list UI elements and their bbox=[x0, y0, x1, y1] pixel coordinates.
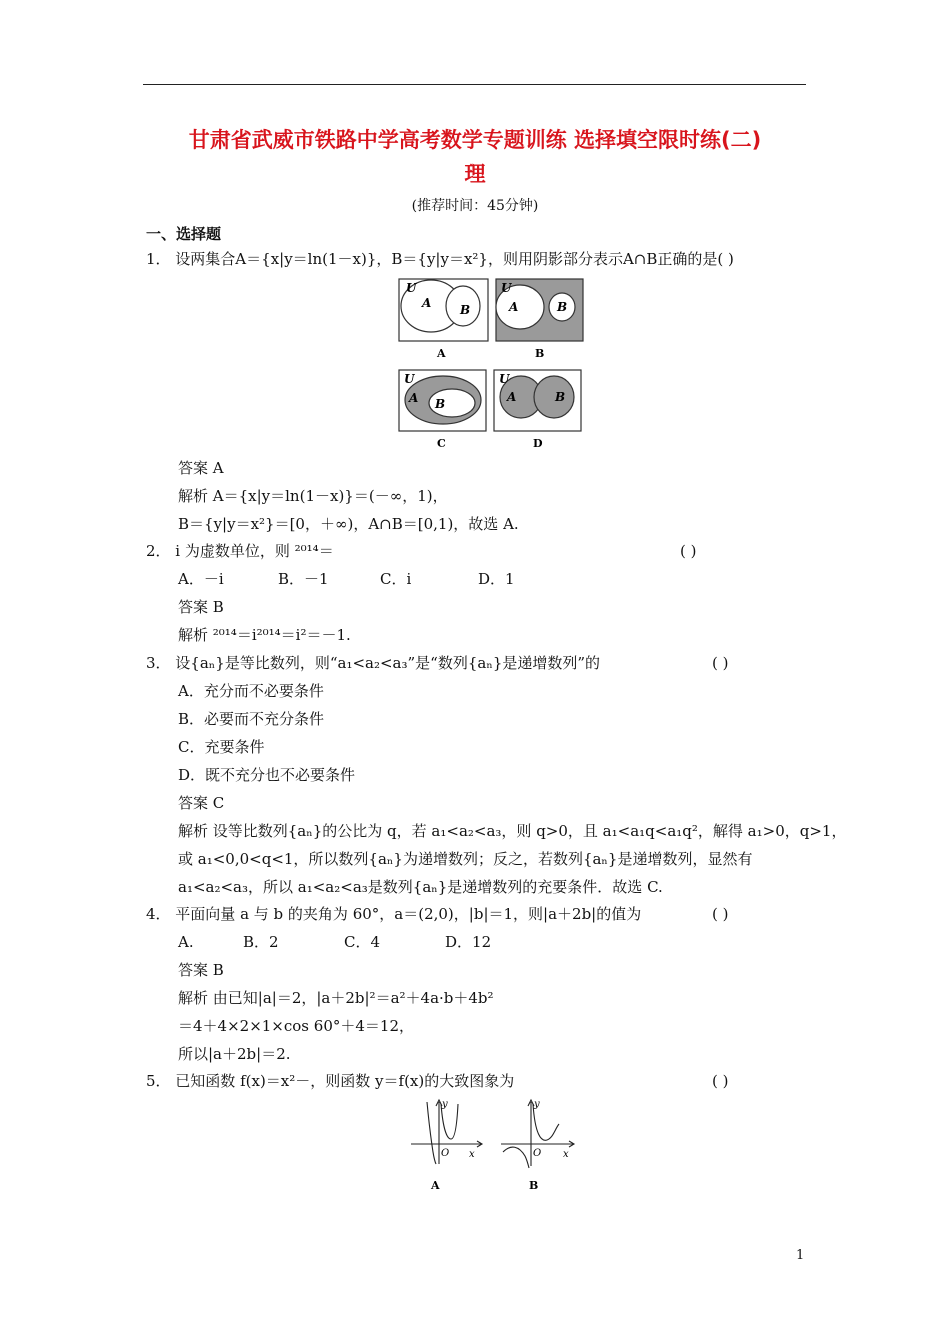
graph-a-x-label: x bbox=[469, 1149, 475, 1160]
q4-answer: 答案 B bbox=[178, 961, 224, 979]
label-a: A bbox=[422, 296, 432, 310]
q4-paren: ( ) bbox=[712, 905, 729, 923]
label-a: A bbox=[509, 300, 519, 314]
document-title-line2: 理 bbox=[464, 162, 486, 186]
header-rule bbox=[143, 84, 806, 85]
q3-analysis-2: 或 a₁<0,0<q<1，所以数列{aₙ}为递增数列；反之，若数列{aₙ}是递增数列，显然有 bbox=[178, 850, 753, 868]
graph-b-y-label: y bbox=[534, 1099, 540, 1110]
graph-a-caption: A bbox=[431, 1179, 440, 1192]
q2-stem: 2． i 为虚数单位，则 ²⁰¹⁴＝ bbox=[146, 542, 334, 560]
caption-a: A bbox=[437, 347, 446, 360]
label-u: U bbox=[501, 281, 512, 295]
q1-venn-figures bbox=[395, 275, 590, 455]
venn-figure-a bbox=[399, 279, 488, 360]
q2-answer: 答案 B bbox=[178, 598, 224, 616]
q5-stem: 5． 已知函数 f(x)＝x²－，则函数 y＝f(x)的大致图象为 bbox=[146, 1072, 515, 1090]
q3-answer: 答案 C bbox=[178, 794, 225, 812]
q1-analysis-1: 解析 A＝{x|y＝ln(1－x)}＝(－∞，1)， bbox=[178, 487, 448, 505]
q3-option-c: C．充要条件 bbox=[178, 738, 265, 756]
label-u: U bbox=[404, 372, 415, 386]
q4-analysis-3: 所以|a＋2b|＝2. bbox=[178, 1045, 291, 1063]
q5-paren: ( ) bbox=[712, 1072, 729, 1090]
document-title: 甘肃省武威市铁路中学高考数学专题训练 选择填空限时练(二) bbox=[188, 128, 762, 152]
graph-b-origin: O bbox=[533, 1148, 542, 1159]
label-b: B bbox=[557, 300, 568, 314]
q2-option-d: D．1 bbox=[478, 570, 515, 588]
q2-analysis: 解析 ²⁰¹⁴＝i²⁰¹⁴＝i²＝－1. bbox=[178, 626, 351, 644]
caption-c: C bbox=[437, 437, 446, 450]
graph-b-caption: B bbox=[529, 1179, 539, 1192]
q3-analysis-3: a₁<a₂<a₃，所以 a₁<a₂<a₃是数列{aₙ}是递增数列的充要条件．故选 C. bbox=[178, 878, 663, 896]
q2-paren: ( ) bbox=[680, 542, 697, 560]
label-u: U bbox=[406, 281, 417, 295]
venn-figure-c bbox=[399, 370, 486, 450]
label-b: B bbox=[555, 390, 566, 404]
q4-option-c: C．4 bbox=[344, 933, 381, 951]
label-u: U bbox=[499, 372, 510, 386]
q1-answer: 答案 A bbox=[178, 459, 224, 477]
recommended-time: (推荐时间：45分钟) bbox=[411, 198, 539, 214]
q1-analysis-2: B＝{y|y＝x²}＝[0，＋∞)，A∩B＝[0,1)，故选 A. bbox=[178, 515, 519, 533]
caption-d: D bbox=[533, 437, 543, 450]
q4-option-a: A. bbox=[178, 933, 194, 951]
q3-analysis-1: 解析 设等比数列{aₙ}的公比为 q，若 a₁<a₂<a₃，则 q>0，且 a₁<a₁q<a₁q²，解得 a₁>0，q>1， bbox=[178, 822, 847, 840]
q4-stem: 4． 平面向量 a 与 b 的夹角为 60°，a＝(2,0)，|b|＝1，则|a＋2b|的值为 bbox=[146, 905, 642, 923]
q3-paren: ( ) bbox=[712, 654, 729, 672]
label-a: A bbox=[507, 390, 517, 404]
q4-option-b: B．2 bbox=[243, 933, 279, 951]
q2-option-c: C．i bbox=[380, 570, 412, 588]
label-b: B bbox=[435, 397, 446, 411]
page-number: 1 bbox=[796, 1248, 805, 1263]
q4-option-d: D．12 bbox=[445, 933, 492, 951]
q3-option-b: B．必要而不充分条件 bbox=[178, 710, 325, 728]
q3-option-d: D．既不充分也不必要条件 bbox=[178, 766, 356, 784]
q4-analysis-1: 解析 由已知|a|＝2，|a＋2b|²＝a²＋4a·b＋4b² bbox=[178, 989, 494, 1007]
venn-figure-d bbox=[494, 370, 581, 450]
label-a: A bbox=[409, 391, 419, 405]
graph-a-origin: O bbox=[441, 1148, 450, 1159]
q3-stem: 3． 设{aₙ}是等比数列，则“a₁<a₂<a₃”是“数列{aₙ}是递增数列”的 bbox=[146, 654, 601, 672]
q4-analysis-2: ＝4＋4×2×1×cos 60°＋4＝12， bbox=[178, 1017, 414, 1035]
venn-figure-b bbox=[496, 279, 583, 360]
q1-stem: 1． 设两集合A＝{x|y＝ln(1－x)}，B＝{y|y＝x²}，则用阴影部分表示A∩B正确的是( ) bbox=[146, 250, 734, 268]
q5-graph-options bbox=[405, 1094, 585, 1194]
q2-option-b: B．－1 bbox=[278, 570, 329, 588]
q2-option-a: A．－i bbox=[178, 570, 224, 588]
graph-a-y-label: y bbox=[442, 1099, 448, 1110]
q3-option-a: A．充分而不必要条件 bbox=[178, 682, 324, 700]
label-b: B bbox=[460, 303, 471, 317]
caption-b: B bbox=[535, 347, 545, 360]
section-heading: 一、选择题 bbox=[146, 225, 222, 243]
graph-b-x-label: x bbox=[563, 1149, 569, 1160]
